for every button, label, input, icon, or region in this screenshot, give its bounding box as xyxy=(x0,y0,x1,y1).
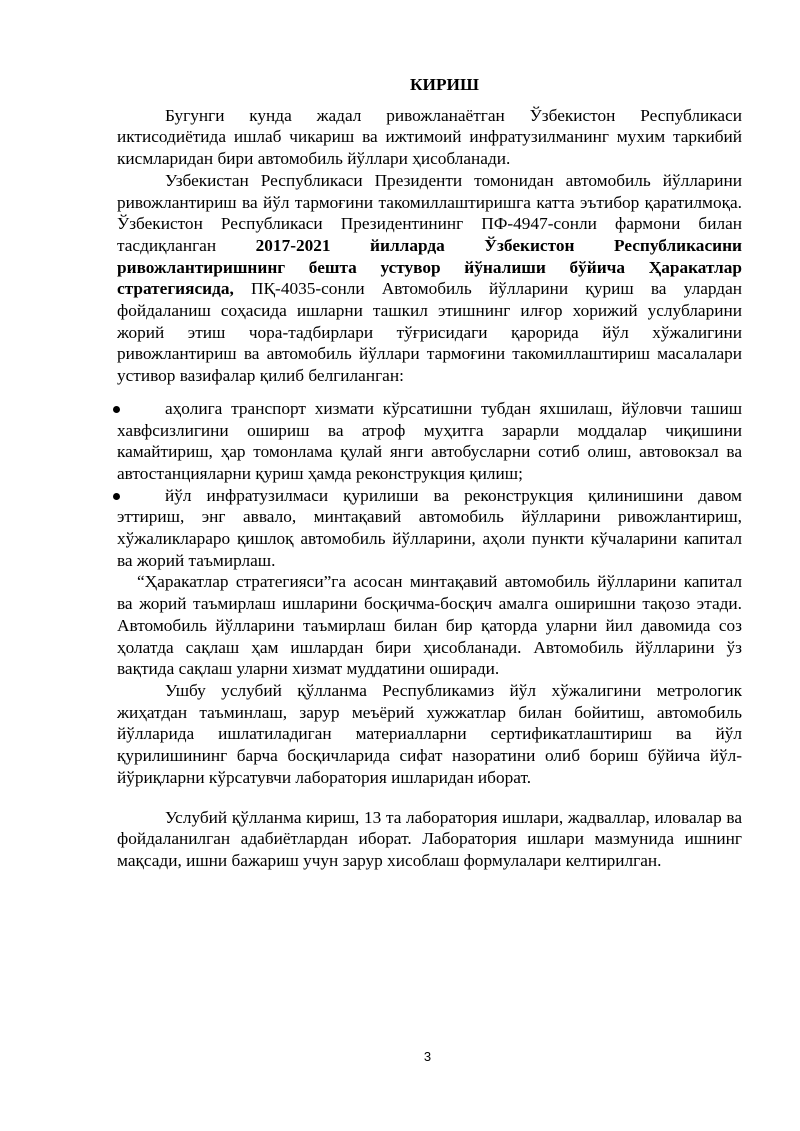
document-page xyxy=(117,74,742,872)
list-item-text: йўл инфратузилмаси қурилиши ва реконструкция қилинишини давом эттириш, энг аввало, минтақавий автомобиль йўлларини ривожлантириш, хўжаликлараро қишлоқ автомобиль йўлларини, аҳоли пункти кўчаларини капитал ва жорий таъмирлаш. xyxy=(117,485,742,570)
bullet-icon xyxy=(113,493,120,500)
paragraph-strategy xyxy=(117,170,742,387)
paragraph-intro: Бугунги кунда жадал ривожланаётган Ўзбекистон Республикаси иктисодиётида ишлаб чикариш ва ижтимоий инфратузилманинг мухим таркибий кисмларидан бири автомобиль йўллари ҳисобланади. xyxy=(117,105,742,169)
list-item xyxy=(117,485,742,572)
bullet-icon xyxy=(113,406,120,413)
paragraph-repair: “Ҳаракатлар стратегияси”га асосан минтақавий автомобиль йўлларини капитал ва жорий таъмирлаш ишларини босқичма-босқич амалга оширишни тақозо этади. Автомобиль йўлларини таъмирлаш билан бир қаторда уларни йил давомида соз ҳолатда сақлаш ҳам ишлардан бири ҳисобланади. Автомобиль йўлларини ўз вақтида сақлаш уларни хизмат муддатини оширади. xyxy=(117,572,742,679)
paragraph-manual: Ушбу услубий қўлланма Республикамиз йўл хўжалигини метрологик жиҳатдан таъминлаш, зарур меъёрий хужжатлар билан бойитиш, автомобиль йўлларида ишлатиладиган материалларни сертификатлаштириш ва йўл қурилишининг барча босқичларида сифат назоратини олиб бориш бўйича йўл-йўриқларни кўрсатувчи лаборатория ишларидан иборат. xyxy=(117,680,742,787)
paragraph-strategy-start: Узбекистан Республикаси Президенти томонидан автомобиль йўлларини ривожлантириш ва йўл тармоғини такомиллаштиришга катта эътибор қаратилмоқа. Ўзбекистон Республикаси Президентининг ПФ-4947-сонли фармони билан тасдиқланган xyxy=(117,170,742,255)
list-item xyxy=(117,398,742,485)
task-list xyxy=(117,398,742,572)
section-heading: КИРИШ xyxy=(410,75,479,94)
strategy-title-bold: 2017-2021 йилларда Ўзбекистон Республикасини ривожлантиришнинг бешта устувор йўналиши бўйича Ҳаракатлар стратегиясида, xyxy=(117,235,742,299)
paragraph-strategy-end: ПҚ-4035-сонли Автомобиль йўлларини қуриш ва улардан фойдаланиш соҳасида ишларни ташкил этишнинг илғор хорижий услубларини жорий этиш чора-тадбирлари тўғрисидаги қарорида йўл хўжалигини ривожлантириш ва автомобиль йўллари тармоғини такомиллаштириш масалалари устивор вазифалар қилиб белгиланган: xyxy=(117,279,742,386)
page-number: 3 xyxy=(423,1049,432,1064)
paragraph-structure: Услубий қўлланма кириш, 13 та лаборатория ишлари, жадваллар, иловалар ва фойдаланилган адабиётлардан иборат. Лаборатория ишлари мазмунида ишнинг мақсади, ишни бажариш учун зарур хисоблаш формулалари келтирилган. xyxy=(117,807,742,870)
list-item-text: аҳолига транспорт хизмати кўрсатишни тубдан яхшилаш, йўловчи ташиш хавфсизлигини ошириш ва атроф муҳитга зарарли моддалар чиқишини камайтириш, ҳар томонлама қулай янги автобусларни сотиб олиш, автовокзал ва автостанцияларни қуриш ҳамда реконструкция қилиш; xyxy=(117,398,742,483)
